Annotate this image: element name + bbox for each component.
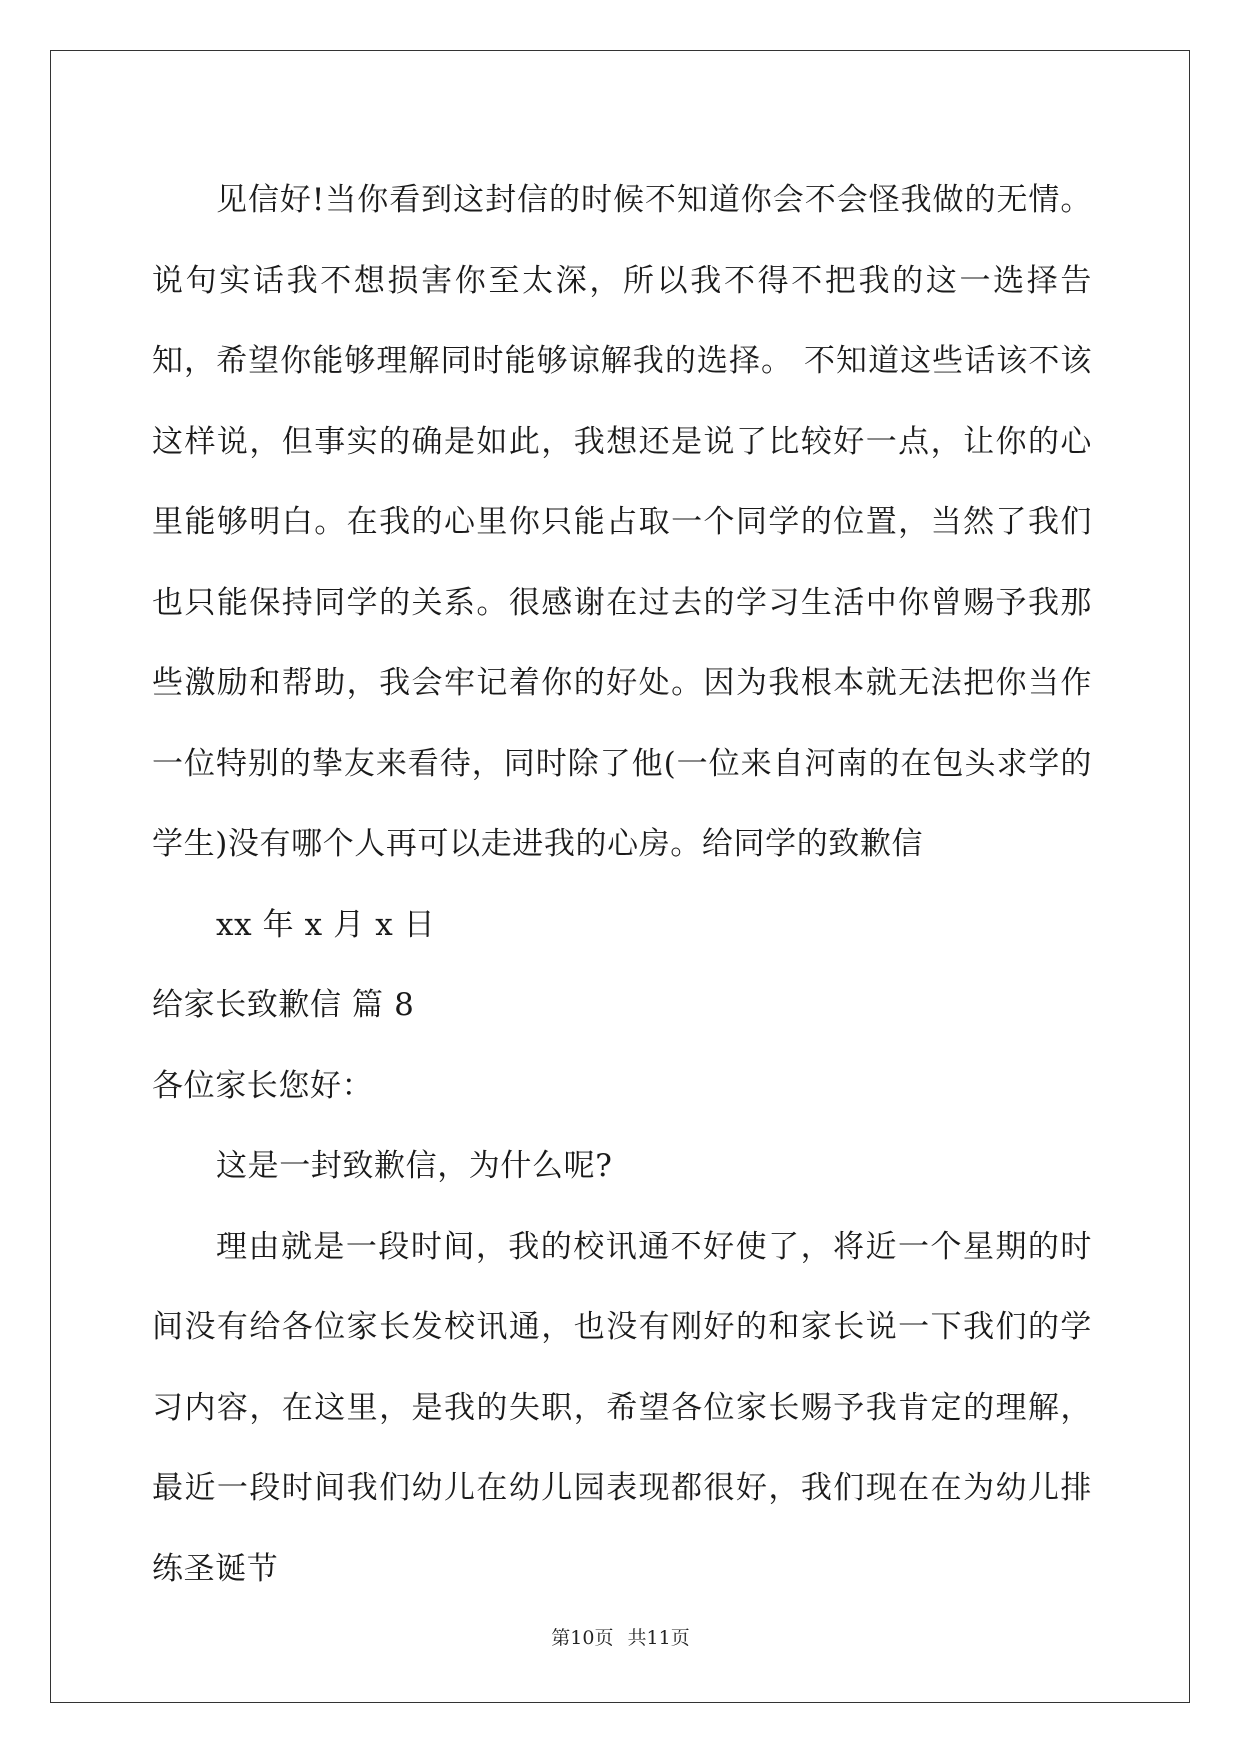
document-body: [152, 160, 1092, 1609]
paragraph-reason: 理由就是一段时间，我的校讯通不好使了，将近一个星期的时间没有给各位家长发校讯通，也没有刚好的和家长说一下我们的学习内容，在这里，是我的失职，希望各位家长赐予我肯定的理解，最近一段时间我们幼儿在幼儿园表现都很好，我们现在在为幼儿排练圣诞节: [152, 1228, 1092, 1587]
paragraph-letter-body: 见信好!当你看到这封信的时候不知道你会不会怪我做的无情。说句实话我不想损害你至太深，所以我不得不把我的这一选择告知，希望你能够理解同时能够谅解我的选择。 不知道这些话该不该这样说，但事实的确是如此，我想还是说了比较好一点，让你的心里能够明白。在我的心里你只能占取一个同学的位置，当然了我们也只能保持同学的关系。很感谢在过去的学习生活中你曾赐予我那些激励和帮助，我会牢记着你的好处。因为我根本就无法把你当作一位特别的挚友来看待，同时除了他(一位来自河南的在包头求学的学生)没有哪个人再可以走进我的心房。给同学的致歉信: [152, 182, 1092, 862]
page-footer: [0, 1623, 1241, 1650]
paragraph-intro: 这是一封致歉信，为什么呢?: [216, 1148, 613, 1184]
section-heading: 给家长致歉信 篇 8: [152, 987, 415, 1023]
page-number: 第10页: [551, 1627, 614, 1649]
page-total: 共11页: [627, 1627, 690, 1649]
paragraph-salutation: 各位家长您好：: [152, 1067, 374, 1104]
paragraph-date: xx 年 x 月 x 日: [216, 906, 436, 943]
